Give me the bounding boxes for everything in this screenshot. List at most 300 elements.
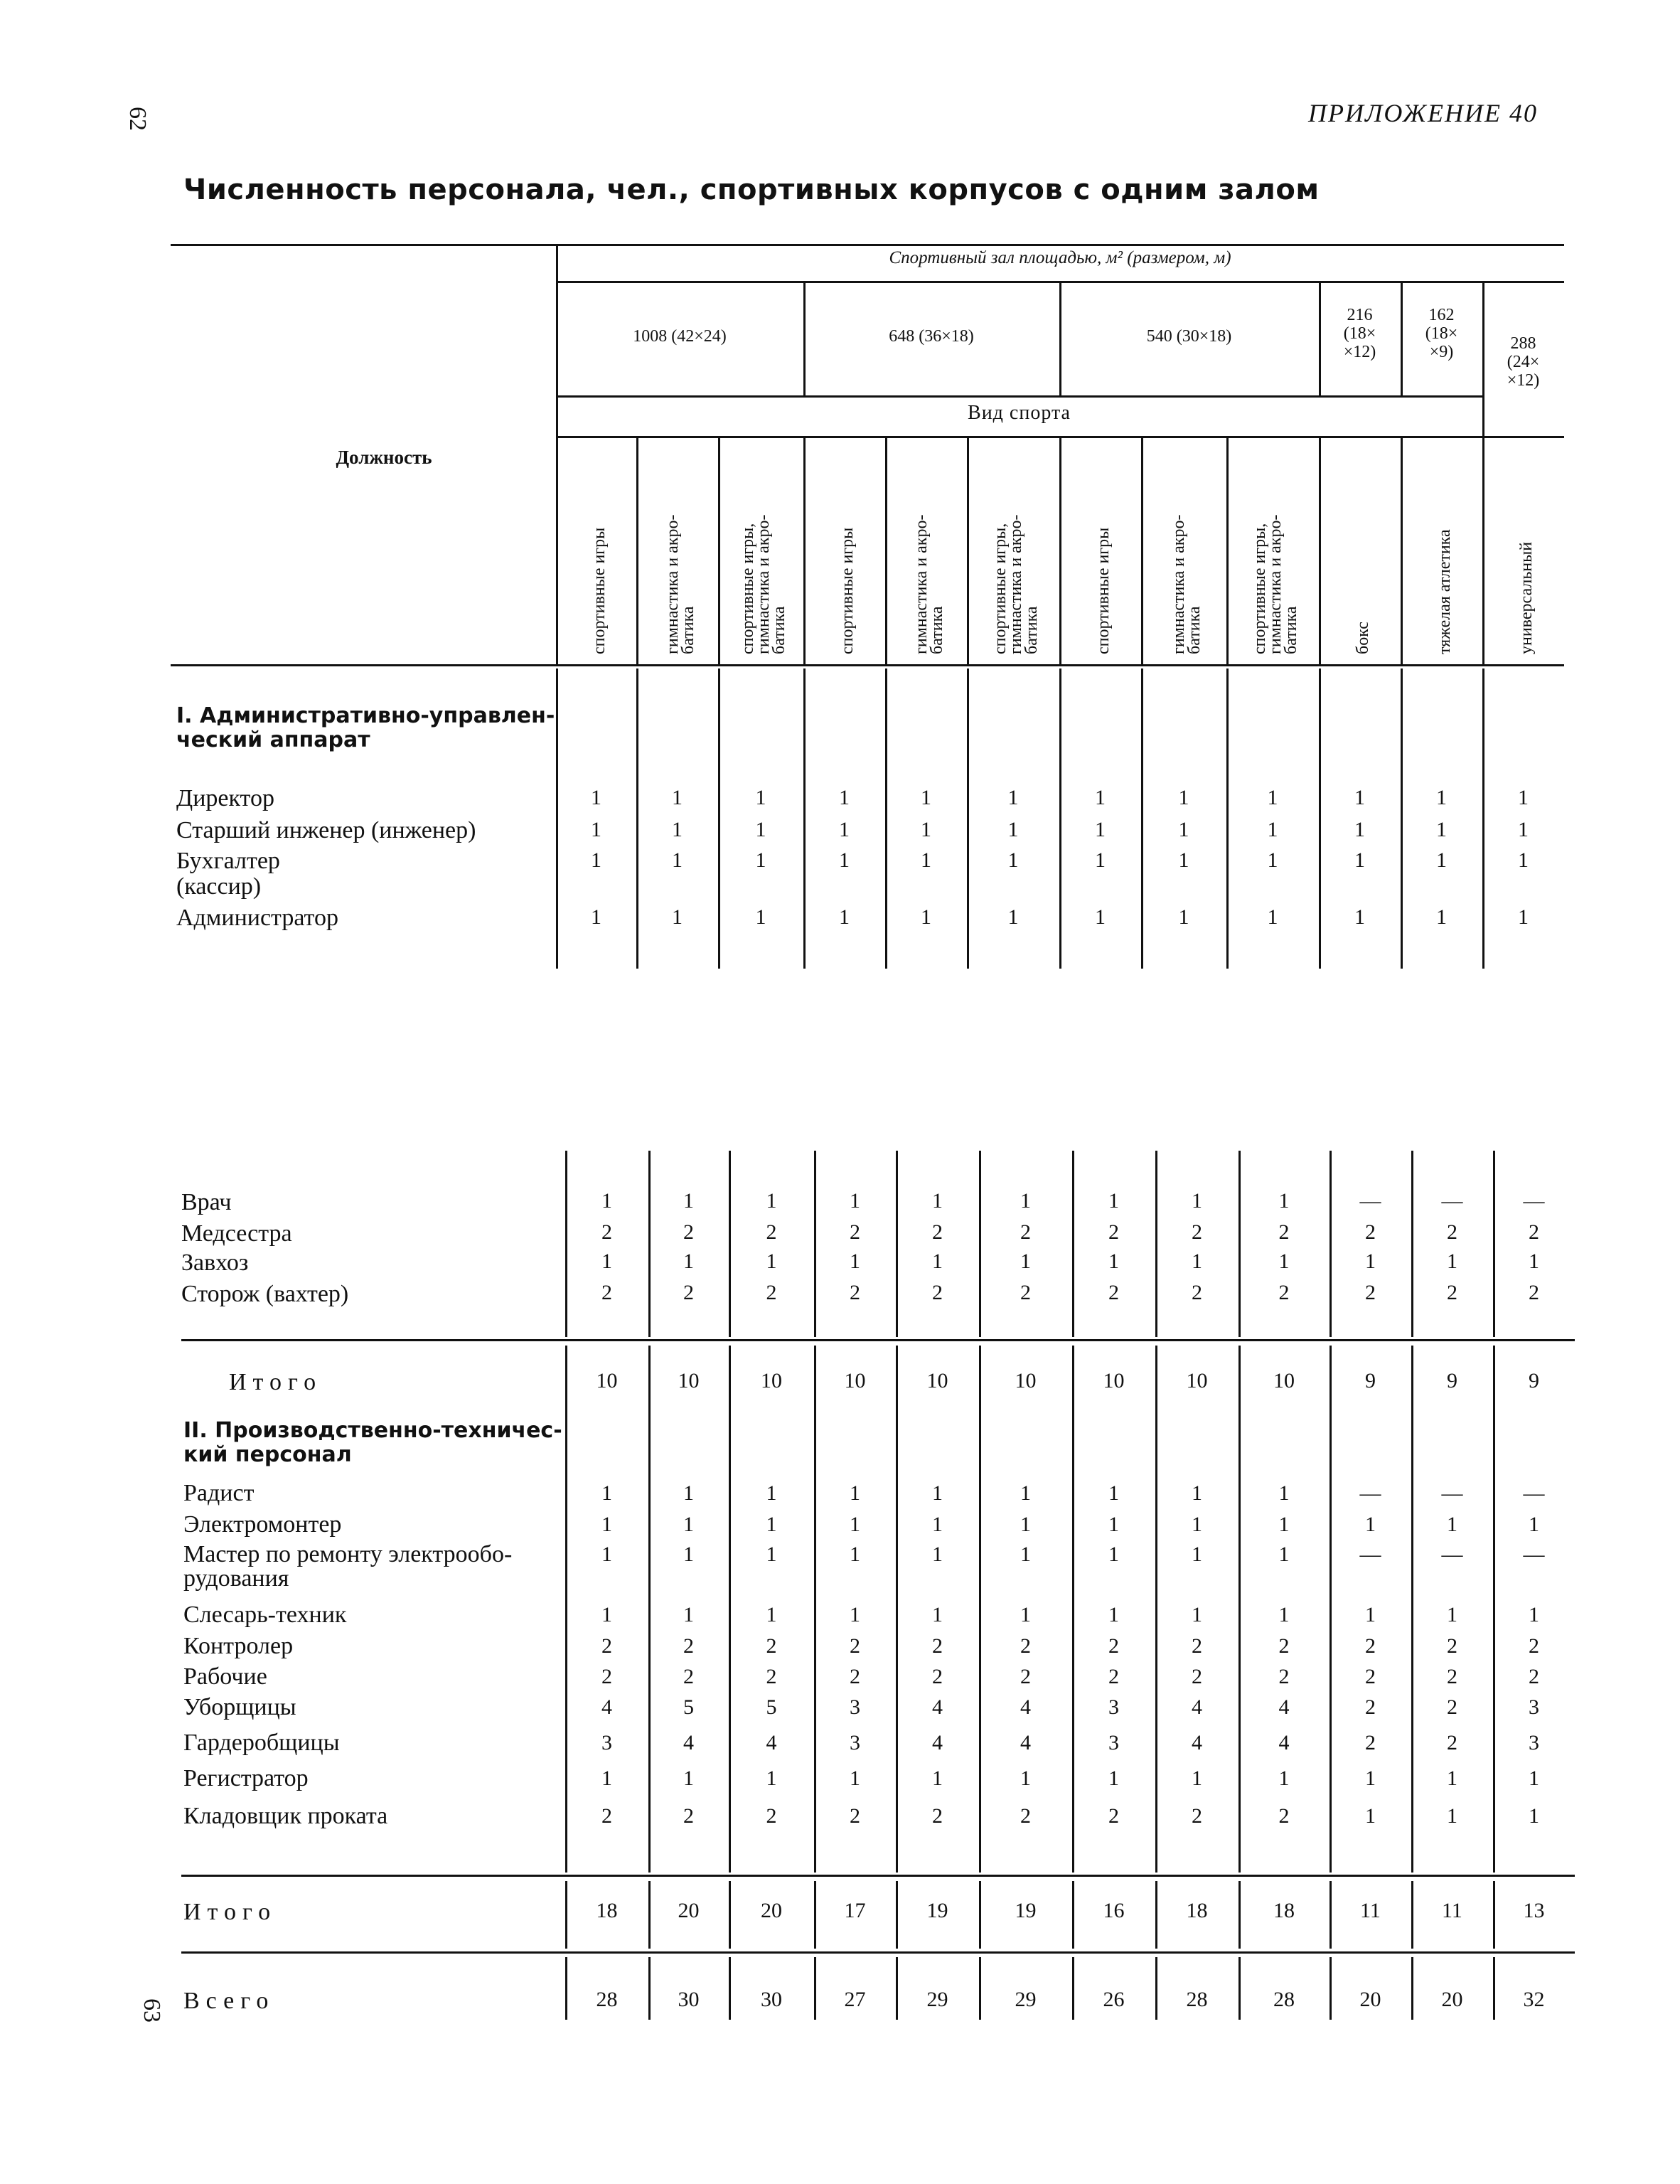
table-cell: 2 [766, 1281, 777, 1304]
table-cell: 4 [932, 1695, 943, 1719]
table-cell: — [1441, 1481, 1463, 1505]
body-col-line [1072, 1346, 1074, 1873]
table-cell: 2 [932, 1281, 943, 1304]
table-cell: 4 [932, 1731, 943, 1754]
table-cell: 1 [601, 1543, 612, 1566]
body-col-line [1155, 1881, 1157, 1949]
table-cell: 1 [1529, 1603, 1539, 1626]
table-cell: 30 [678, 1988, 700, 2011]
table-cell: 3 [1108, 1695, 1119, 1719]
table-cell: 11 [1360, 1899, 1381, 1922]
table-cell: 2 [1529, 1281, 1539, 1304]
table-cell: 1 [839, 786, 850, 809]
table-cell: 2 [1278, 1220, 1290, 1244]
table-cell: 1 [683, 1189, 694, 1213]
table-cell: 18 [1273, 1899, 1295, 1922]
table-cell: 1 [1178, 786, 1189, 809]
body-col-line [979, 1151, 981, 1337]
table-cell: 1 [1365, 1250, 1376, 1273]
row-label: Рабочие [183, 1663, 267, 1690]
table-cell: 1 [921, 848, 931, 872]
table-cell: 1 [1278, 1767, 1290, 1790]
header-sport-line [967, 436, 969, 664]
appendix-label: ПРИЛОЖЕНИЕ 40 [1308, 99, 1538, 127]
sport-type-label: спортивные игры, гимнастика и акро- батика [1251, 514, 1300, 654]
section-title: I. Административно-управлен- ческий аппарат [176, 703, 555, 752]
table-cell: 1 [1095, 818, 1106, 841]
table-cell: 4 [683, 1731, 694, 1754]
table-cell: 1 [1278, 1250, 1290, 1273]
table-cell: 1 [1007, 818, 1019, 841]
table-cell: 2 [1192, 1665, 1202, 1688]
table-cell: 1 [1020, 1543, 1031, 1566]
table-cell: 1 [1529, 1250, 1539, 1273]
table-cell: — [1359, 1543, 1381, 1566]
sport-type-label: спортивные игры [838, 527, 857, 654]
header-rule-top [171, 244, 1564, 246]
table-cell: 1 [591, 818, 601, 841]
body-col-line [1141, 668, 1143, 969]
table-cell: 1 [1436, 818, 1447, 841]
table-cell: — [1359, 1189, 1381, 1213]
hall-size-label: 216 (18× ×12) [1343, 306, 1376, 361]
table-cell: 1 [932, 1543, 943, 1566]
table-cell: 1 [839, 848, 850, 872]
table-cell: 20 [1359, 1988, 1381, 2011]
table-cell: 2 [1447, 1634, 1457, 1658]
table-cell: 1 [1529, 1767, 1539, 1790]
table-cell: 1 [755, 848, 766, 872]
table-cell: 3 [850, 1695, 860, 1719]
table-cell: 1 [1192, 1767, 1202, 1790]
table-cell: 10 [1273, 1369, 1295, 1392]
table-cell: 4 [1278, 1695, 1290, 1719]
table-cell: 2 [1447, 1695, 1457, 1719]
table-cell: 2 [1192, 1634, 1202, 1658]
body-col-line [729, 1881, 731, 1949]
table-cell: 32 [1523, 1988, 1545, 2011]
table-cell: 2 [932, 1804, 943, 1828]
table-cell: 2 [1020, 1281, 1031, 1304]
sport-type-label: гимнастика и акро- батика [663, 514, 697, 654]
table-cell: 2 [850, 1665, 860, 1688]
table-cell: 1 [1108, 1603, 1119, 1626]
header-sport-line [1401, 436, 1403, 664]
body-col-line [1493, 1957, 1495, 2020]
table-cell: 1 [1447, 1804, 1457, 1828]
table-cell: 1 [1267, 848, 1278, 872]
table-cell: 1 [601, 1250, 612, 1273]
body-col-line [896, 1151, 898, 1337]
table-cell: 2 [1529, 1634, 1539, 1658]
table-cell: 19 [1015, 1899, 1037, 1922]
row-label: Старший инженер (инженер) [176, 817, 476, 843]
body-col-line [718, 668, 720, 969]
table-cell: 1 [1020, 1513, 1031, 1536]
table-cell: 28 [596, 1988, 618, 2011]
table-cell: 2 [1278, 1281, 1290, 1304]
table-cell: 1 [1007, 905, 1019, 929]
body-col-line [979, 1346, 981, 1873]
table-cell: 2 [1108, 1804, 1119, 1828]
table-cell: 10 [926, 1369, 948, 1392]
total-rule [181, 1951, 1575, 1954]
body-col-line [1238, 1151, 1241, 1337]
header-sport-line [1226, 436, 1229, 664]
table-cell: 1 [1447, 1767, 1457, 1790]
table-cell: 2 [1365, 1281, 1376, 1304]
table-cell: 1 [672, 786, 683, 809]
row-label: Контролер [183, 1633, 294, 1659]
table-cell: 1 [1518, 786, 1529, 809]
table-cell: 1 [601, 1513, 612, 1536]
section-title: II. Производственно-техничес- кий персонал [183, 1418, 562, 1467]
table-cell: 2 [1192, 1220, 1202, 1244]
body-col-line [1493, 1881, 1495, 1949]
table-cell: 1 [1436, 786, 1447, 809]
table-cell: 2 [1108, 1220, 1119, 1244]
table-cell: 1 [1020, 1250, 1031, 1273]
table-cell: 1 [1007, 848, 1019, 872]
table-cell: 1 [672, 848, 683, 872]
sport-type-label: гимнастика и акро- батика [911, 514, 946, 654]
table-cell: 1 [766, 1603, 777, 1626]
table-cell: 2 [601, 1804, 612, 1828]
table-cell: — [1523, 1481, 1545, 1505]
body-col-line [648, 1957, 651, 2020]
table-cell: 28 [1273, 1988, 1295, 2011]
table-cell: 1 [1192, 1189, 1202, 1213]
table-cell: 16 [1103, 1899, 1125, 1922]
table-cell: 4 [1278, 1731, 1290, 1754]
row-label: Врач [181, 1189, 232, 1215]
table-cell: 1 [932, 1603, 943, 1626]
table-cell: 18 [596, 1899, 618, 1922]
table-cell: 2 [1108, 1281, 1119, 1304]
table-cell: 2 [1447, 1665, 1457, 1688]
table-cell: 1 [766, 1250, 777, 1273]
table-cell: 3 [1529, 1695, 1539, 1719]
table-cell: 1 [921, 818, 931, 841]
table-cell: 29 [926, 1988, 948, 2011]
sport-type-label: универсальный [1516, 541, 1536, 654]
row-label: Завхоз [181, 1250, 249, 1276]
row-label: Радист [183, 1480, 255, 1506]
body-col-line [1482, 668, 1484, 969]
body-col-line [979, 1957, 981, 2020]
table-cell: 1 [683, 1543, 694, 1566]
table-cell: 1 [1192, 1513, 1202, 1536]
table-cell: 30 [761, 1988, 782, 2011]
body-col-line [896, 1881, 898, 1949]
body-col-line [1411, 1957, 1413, 2020]
table-cell: 4 [1192, 1695, 1202, 1719]
table-cell: 1 [1178, 848, 1189, 872]
table-cell: 1 [1365, 1603, 1376, 1626]
table-cell: 1 [683, 1250, 694, 1273]
table-cell: 1 [1095, 786, 1106, 809]
body-col-line [1238, 1881, 1241, 1949]
body-col-line [1238, 1957, 1241, 2020]
table-cell: 1 [1095, 905, 1106, 929]
table-cell: 2 [850, 1634, 860, 1658]
body-col-line [565, 1957, 567, 2020]
table-cell: 20 [761, 1899, 782, 1922]
table-cell: 1 [1192, 1481, 1202, 1505]
table-cell: — [1359, 1481, 1381, 1505]
body-col-line [1319, 668, 1321, 969]
table-cell: 2 [1278, 1634, 1290, 1658]
table-cell: 2 [1108, 1634, 1119, 1658]
total-label: Итого [183, 1899, 277, 1925]
body-col-line [729, 1957, 731, 2020]
sport-type-label: гимнастика и акро- батика [1170, 514, 1204, 654]
table-cell: 2 [1365, 1634, 1376, 1658]
table-cell: 1 [1267, 786, 1278, 809]
table-cell: 1 [601, 1767, 612, 1790]
table-cell: 2 [766, 1634, 777, 1658]
table-cell: 1 [1192, 1603, 1202, 1626]
table-cell: 2 [1020, 1634, 1031, 1658]
body-col-line [1238, 1346, 1241, 1873]
table-cell: 1 [1108, 1543, 1119, 1566]
table-cell: 1 [1278, 1189, 1290, 1213]
body-col-line [1155, 1151, 1157, 1337]
table-cell: 9 [1365, 1369, 1376, 1392]
table-cell: 1 [755, 786, 766, 809]
header-sport-line [1059, 436, 1061, 664]
table-cell: 1 [839, 818, 850, 841]
table-cell: 1 [932, 1481, 943, 1505]
table-cell: 1 [591, 786, 601, 809]
body-col-line [1059, 668, 1061, 969]
body-col-line [814, 1346, 816, 1873]
header-sport-line [718, 436, 720, 664]
table-cell: 1 [755, 905, 766, 929]
table-cell: 1 [766, 1189, 777, 1213]
header-rule-size [556, 395, 1482, 398]
body-col-line [967, 668, 969, 969]
table-cell: 1 [766, 1767, 777, 1790]
table-cell: 1 [1020, 1767, 1031, 1790]
sport-type-label: спортивные игры, гимнастика и акро- батика [991, 514, 1041, 654]
body-col-line [1329, 1881, 1332, 1949]
table-cell: 1 [1095, 848, 1106, 872]
body-col-line [1493, 1346, 1495, 1873]
table-cell: 1 [1278, 1481, 1290, 1505]
sport-type-label: бокс [1353, 622, 1372, 654]
table-cell: 1 [1365, 1804, 1376, 1828]
table-cell: 5 [766, 1695, 777, 1719]
page-title: Численность персонала, чел., спортивных корпусов с одним залом [183, 174, 1320, 206]
body-col-line [565, 1151, 567, 1337]
table-cell: 2 [850, 1281, 860, 1304]
header-sport-line [1141, 436, 1143, 664]
table-cell: 2 [1529, 1220, 1539, 1244]
table-cell: 2 [1192, 1804, 1202, 1828]
row-label: Бухгалтер (кассир) [176, 848, 280, 900]
table-cell: 1 [1436, 905, 1447, 929]
table-cell: 27 [844, 1988, 866, 2011]
table-cell: 2 [683, 1220, 694, 1244]
sport-type-label: тяжелая атлетика [1435, 529, 1454, 654]
table-cell: 1 [683, 1767, 694, 1790]
body-col-line [896, 1346, 898, 1873]
body-col-line [1411, 1346, 1413, 1873]
table-cell: 2 [850, 1220, 860, 1244]
body-col-line [979, 1881, 981, 1949]
table-cell: 2 [683, 1804, 694, 1828]
header-sport-line [1319, 436, 1321, 664]
table-cell: 1 [1178, 818, 1189, 841]
table-cell: 2 [601, 1281, 612, 1304]
table-cell: 1 [1436, 848, 1447, 872]
body-col-line [648, 1151, 651, 1337]
position-column-header: Должность [336, 447, 432, 468]
body-col-line [896, 1957, 898, 2020]
body-col-line [1226, 668, 1229, 969]
table-cell: 4 [766, 1731, 777, 1754]
table-cell: 9 [1529, 1369, 1539, 1392]
total-rule [181, 1875, 1575, 1877]
table-cell: 1 [591, 905, 601, 929]
table-cell: 1 [1447, 1603, 1457, 1626]
table-cell: 2 [932, 1665, 943, 1688]
table-cell: 1 [601, 1189, 612, 1213]
table-cell: 13 [1523, 1899, 1545, 1922]
table-cell: 1 [850, 1767, 860, 1790]
body-col-line [1072, 1151, 1074, 1337]
table-cell: 1 [1108, 1250, 1119, 1273]
table-cell: 1 [1007, 786, 1019, 809]
table-cell: 2 [932, 1220, 943, 1244]
table-cell: 2 [601, 1634, 612, 1658]
row-label: Директор [176, 785, 274, 811]
row-label: Уборщицы [183, 1694, 296, 1720]
table-cell: 2 [850, 1804, 860, 1828]
header-sport-line [636, 436, 638, 664]
body-col-line [1329, 1151, 1332, 1337]
row-label: Медсестра [181, 1220, 292, 1247]
table-cell: 1 [683, 1603, 694, 1626]
table-cell: 2 [1365, 1731, 1376, 1754]
table-cell: 1 [755, 818, 766, 841]
table-cell: 1 [766, 1543, 777, 1566]
table-cell: 1 [850, 1603, 860, 1626]
table-cell: 20 [1441, 1988, 1463, 2011]
page-number-top: 62 [124, 107, 151, 131]
table-cell: 1 [1518, 848, 1529, 872]
table-cell: 4 [1020, 1731, 1031, 1754]
table-cell: 20 [678, 1899, 700, 1922]
table-cell: 1 [1278, 1513, 1290, 1536]
row-label: Слесарь-техник [183, 1602, 347, 1628]
row-label: Мастер по ремонту электрообо- рудования [183, 1541, 513, 1592]
table-cell: 2 [1020, 1220, 1031, 1244]
table-cell: 1 [1365, 1767, 1376, 1790]
table-cell: 2 [601, 1665, 612, 1688]
hall-area-header: Спортивный зал площадью, м² (размером, м) [889, 248, 1231, 267]
table-cell: 10 [678, 1369, 700, 1392]
hall-size-label: 648 (36×18) [889, 327, 974, 346]
table-cell: 2 [766, 1804, 777, 1828]
table-cell: 18 [1186, 1899, 1208, 1922]
table-cell: 2 [1365, 1665, 1376, 1688]
table-cell: 1 [1354, 818, 1365, 841]
table-cell: 28 [1186, 1988, 1208, 2011]
row-label: Кладовщик проката [183, 1803, 388, 1829]
body-col-line [648, 1346, 651, 1873]
table-cell: 1 [1267, 818, 1278, 841]
table-cell: 10 [844, 1369, 866, 1392]
table-cell: 1 [850, 1189, 860, 1213]
table-cell: 1 [591, 848, 601, 872]
table-cell: 2 [1278, 1804, 1290, 1828]
table-cell: — [1441, 1543, 1463, 1566]
table-cell: 1 [1278, 1543, 1290, 1566]
table-cell: 2 [1278, 1665, 1290, 1688]
table-cell: 1 [1178, 905, 1189, 929]
table-cell: 3 [850, 1731, 860, 1754]
table-cell: 2 [1020, 1804, 1031, 1828]
body-col-line [1072, 1957, 1074, 2020]
table-cell: 2 [1192, 1281, 1202, 1304]
table-cell: 1 [921, 786, 931, 809]
body-col-line [1155, 1957, 1157, 2020]
table-cell: 3 [1529, 1731, 1539, 1754]
table-cell: 10 [1186, 1369, 1208, 1392]
body-col-line [1411, 1881, 1413, 1949]
body-col-line [565, 1346, 567, 1873]
table-cell: 1 [683, 1513, 694, 1536]
table-cell: 1 [921, 905, 931, 929]
table-cell: 17 [844, 1899, 866, 1922]
table-cell: 10 [761, 1369, 782, 1392]
table-cell: 1 [601, 1603, 612, 1626]
row-label: Гардеробщицы [183, 1730, 340, 1756]
table-cell: 1 [850, 1513, 860, 1536]
table-cell: 2 [683, 1665, 694, 1688]
table-cell: 1 [601, 1481, 612, 1505]
body-col-line [1155, 1346, 1157, 1873]
table-cell: 2 [683, 1634, 694, 1658]
table-cell: 1 [1529, 1804, 1539, 1828]
body-col-line [803, 668, 806, 969]
body-col-line [814, 1957, 816, 2020]
table-cell: 1 [1278, 1603, 1290, 1626]
hall-size-label: 162 (18× ×9) [1425, 306, 1458, 361]
table-cell: 1 [766, 1481, 777, 1505]
table-cell: 4 [1192, 1731, 1202, 1754]
table-cell: — [1523, 1189, 1545, 1213]
body-col-line [1411, 1151, 1413, 1337]
table-cell: 1 [932, 1513, 943, 1536]
header-sport-line [885, 436, 887, 664]
table-cell: 1 [1192, 1250, 1202, 1273]
table-cell: 1 [1354, 786, 1365, 809]
body-col-line [814, 1881, 816, 1949]
table-cell: 1 [1447, 1513, 1457, 1536]
table-cell: 5 [683, 1695, 694, 1719]
sport-type-label: спортивные игры, гимнастика и акро- батика [739, 514, 788, 654]
table-cell: 2 [1447, 1731, 1457, 1754]
table-cell: 1 [932, 1767, 943, 1790]
table-cell: 1 [1518, 818, 1529, 841]
hall-size-label: 540 (30×18) [1146, 327, 1232, 346]
body-col-line [814, 1151, 816, 1337]
table-cell: 4 [1020, 1695, 1031, 1719]
table-cell: 1 [1267, 905, 1278, 929]
